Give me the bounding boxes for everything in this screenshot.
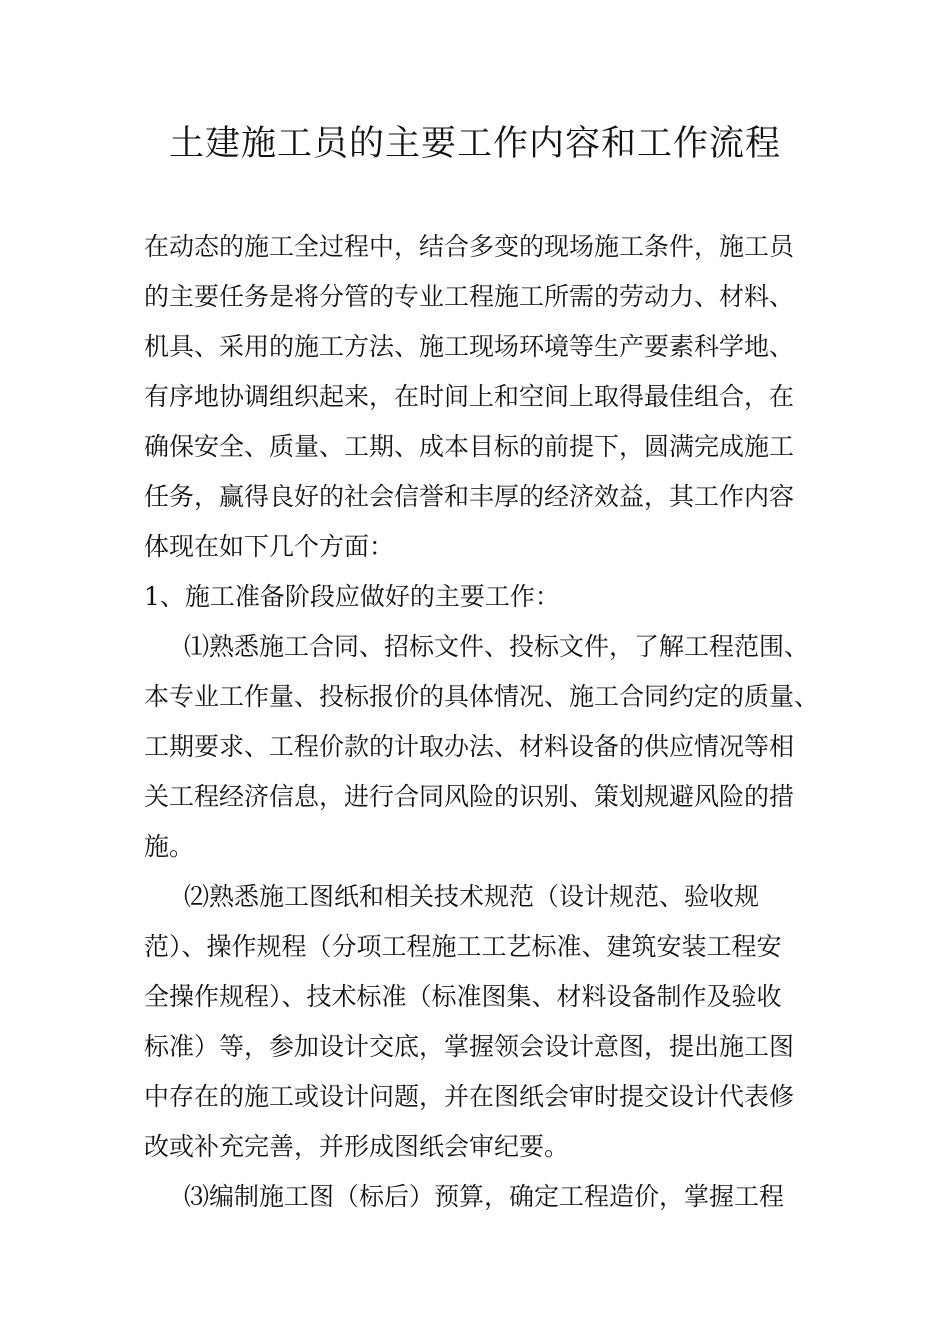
text-line: 在动态的施工全过程中，结合多变的现场施工条件，施工员 [144, 232, 795, 261]
text-line: 机具、采用的施工方法、施工现场环境等生产要素科学地、 [144, 332, 795, 361]
text-line: 本专业工作量、投标报价的具体情况、施工合同约定的质量、 [144, 682, 820, 711]
document-body [144, 222, 824, 1222]
text-line: 全操作规程）、技术标准（标准图集、材料设备制作及验收 [144, 982, 782, 1011]
text-line: 1、施工准备阶段应做好的主要工作： [144, 582, 560, 611]
text-line: 关工程经济信息，进行合同风险的识别、策划规避风险的措 [144, 782, 795, 811]
text-line: 任务，赢得良好的社会信誉和丰厚的经济效益，其工作内容 [144, 482, 795, 511]
text-line: 体现在如下几个方面： [144, 532, 395, 561]
text-line: 标准）等，参加设计交底，掌握领会设计意图，提出施工图 [144, 1032, 795, 1061]
text-line: 有序地协调组织起来，在时间上和空间上取得最佳组合，在 [144, 382, 795, 411]
text-line: ⑶编制施工图（标后）预算，确定工程造价，掌握工程 [184, 1182, 785, 1211]
text-line: 施。 [144, 832, 195, 861]
text-line: 的主要任务是将分管的专业工程施工所需的劳动力、材料、 [144, 282, 795, 311]
text-line: ⑵熟悉施工图纸和相关技术规范（设计规范、验收规 [184, 882, 760, 911]
document-title: 土建施工员的主要工作内容和工作流程 [168, 124, 781, 164]
text-line: 中存在的施工或设计问题，并在图纸会审时提交设计代表修 [144, 1082, 795, 1111]
text-line: ⑴熟悉施工合同、招标文件、投标文件，了解工程范围、 [184, 632, 810, 661]
text-line: 改或补充完善，并形成图纸会审纪要。 [144, 1132, 570, 1161]
text-line: 范）、操作规程（分项工程施工工艺标准、建筑安装工程安 [144, 932, 782, 961]
text-line: 工期要求、工程价款的计取办法、材料设备的供应情况等相 [144, 732, 795, 761]
text-line: 确保安全、质量、工期、成本目标的前提下，圆满完成施工 [144, 432, 795, 461]
